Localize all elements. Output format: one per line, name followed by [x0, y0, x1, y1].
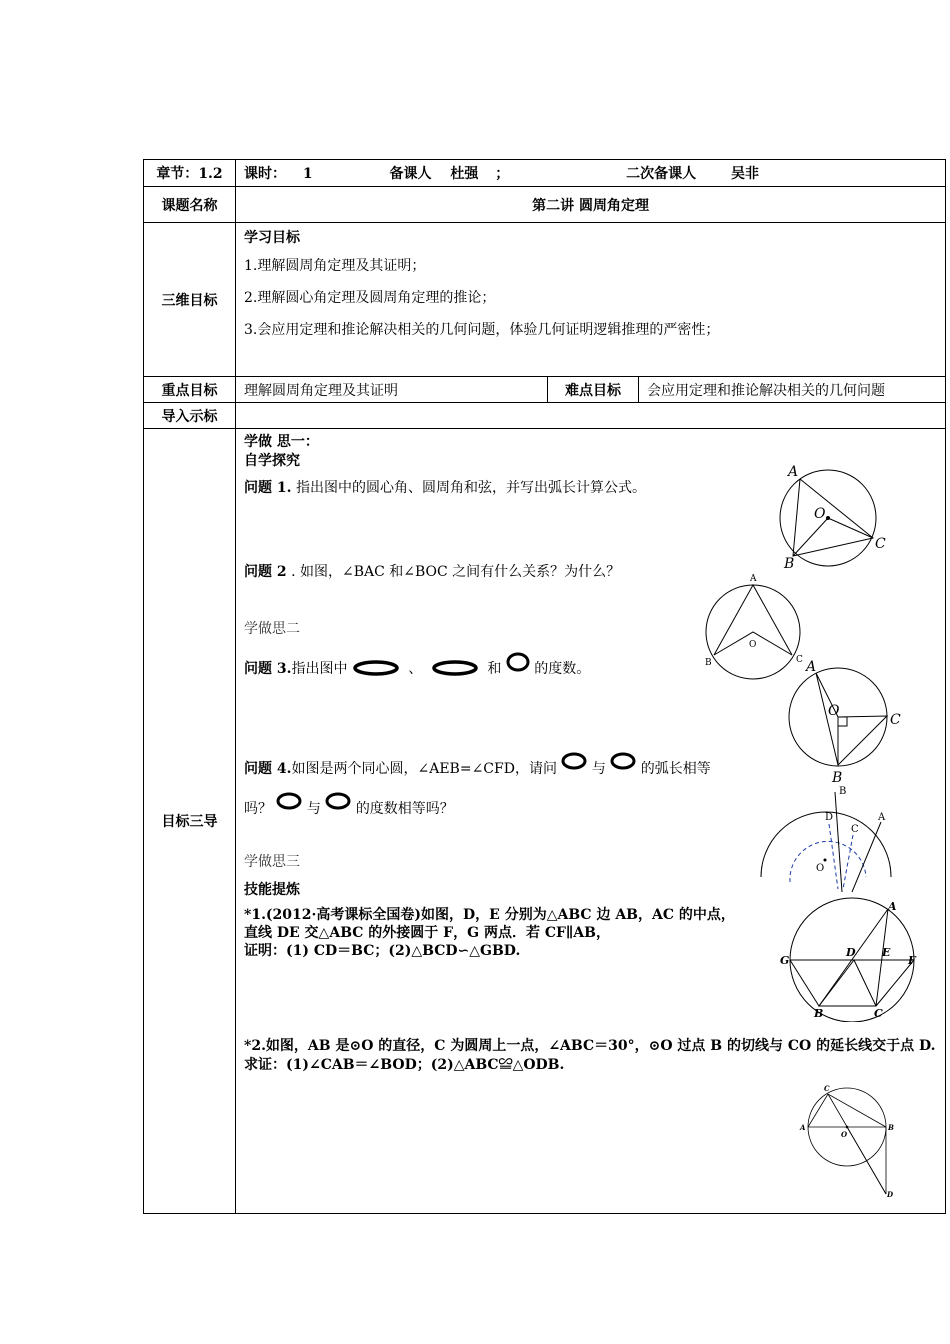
point-label: B — [832, 770, 843, 785]
point-label: F — [908, 954, 916, 967]
point-label: E — [882, 946, 891, 959]
question-4-cont — [244, 791, 454, 818]
goals-heading: 学习目标 — [244, 230, 300, 246]
key-value: 理解圆周角定理及其证明 — [236, 377, 548, 403]
q4-label: 问题 4. — [244, 761, 292, 777]
page-title: 第二讲 圆周角定理 — [236, 187, 946, 223]
semicolon: ； — [495, 166, 510, 182]
goal-item: 2.理解圆心角定理及圆周角定理的推论； — [244, 290, 496, 306]
period-label: 课时： — [244, 166, 286, 182]
second-planner-value: 吴非 — [731, 166, 759, 182]
question-4 — [244, 751, 711, 778]
point-label: C — [796, 655, 803, 665]
point-label: C — [824, 1084, 830, 1093]
q2-text: . 如图，∠BAC 和∠BOC 之间有什么关系？为什么？ — [286, 564, 621, 580]
q3-label: 问题 3. — [244, 661, 292, 677]
figure-3 — [780, 655, 910, 785]
arc-symbol-icon — [610, 751, 636, 771]
second-planner-label: 二次备课人 — [626, 166, 697, 182]
problem-2 — [244, 1037, 940, 1075]
point-label: A — [878, 812, 886, 823]
question-2 — [244, 561, 620, 581]
point-label: A — [800, 1123, 806, 1132]
q4-with-2: 与 — [306, 801, 321, 817]
arc-symbol-icon — [352, 659, 400, 677]
q4-text-d: 的度数相等吗？ — [355, 801, 454, 817]
p2-line1: *2.如图，AB 是⊙O 的直径，C 为圆周上一点，∠ABC＝30°，⊙O 过点 B 的切线与 CO 的延长线交于点 D. — [244, 1038, 936, 1054]
arc-symbol-icon — [431, 659, 479, 677]
difficult-label: 难点目标 — [548, 377, 639, 403]
intro-label: 导入示标 — [144, 403, 236, 429]
header-info-cell — [236, 160, 946, 187]
q1-text: 指出图中的圆心角、圆周角和弦，并写出弧长计算公式。 — [291, 480, 646, 496]
point-label: O — [814, 506, 826, 522]
figure-4 — [755, 782, 905, 897]
think1-heading: 学做 思一： — [244, 434, 319, 450]
point-label: B — [839, 786, 847, 797]
skills-heading: 技能提炼 — [244, 882, 300, 898]
point-label: G — [780, 954, 790, 967]
q3-sep: 、 — [408, 661, 423, 677]
point-label: A — [750, 574, 757, 584]
period-value: 1 — [302, 166, 313, 182]
self-study-heading: 自学探究 — [244, 453, 300, 469]
difficult-value: 会应用定理和推论解决相关的几何问题 — [639, 377, 946, 403]
point-label: O — [828, 703, 840, 719]
figure-6 — [795, 1080, 905, 1205]
p1-line2: 直线 DE 交△ABC 的外接圆于 F，G 两点．若 CF∥AB， — [244, 925, 611, 941]
figure-5 — [772, 892, 922, 1022]
chapter-value: 1.2 — [198, 166, 223, 182]
point-label: A — [806, 659, 817, 675]
think3-heading: 学做思三 — [244, 854, 300, 870]
arc-symbol-icon — [276, 791, 302, 811]
q3-text-a: 指出图中 — [291, 661, 348, 677]
point-label: D — [825, 812, 834, 823]
topic-label: 课题名称 — [144, 187, 236, 223]
main-label: 目标三导 — [144, 429, 236, 1214]
q1-label: 问题 1. — [244, 480, 292, 496]
point-label: D — [846, 946, 856, 959]
question-3 — [244, 651, 590, 678]
p1-line1: *1.(2012·高考课标全国卷)如图，D，E 分别为△ABC 边 AB，AC 的中点， — [244, 907, 735, 923]
point-label: A — [788, 464, 799, 480]
p1-line3: 证明：(1) CD＝BC；(2)△BCD∽△GBD. — [244, 943, 521, 959]
q4-text-c: 吗？ — [244, 801, 272, 817]
q4-text-b: 的弧长相等 — [640, 761, 711, 777]
point-label: C — [875, 536, 886, 552]
point-label: C — [890, 712, 901, 728]
point-label: A — [888, 900, 897, 913]
point-label: B — [705, 658, 712, 668]
p2-line2: 求证：(1)∠CAB＝∠BOD；(2)△ABC≌△ODB. — [244, 1057, 565, 1073]
chapter-label: 章节： — [156, 166, 199, 182]
point-label: B — [814, 1007, 824, 1020]
point-label: B — [888, 1123, 894, 1132]
goal-item: 3.会应用定理和推论解决相关的几何问题，体验几何证明逻辑推理的严密性； — [244, 322, 720, 338]
intro-value — [236, 403, 946, 429]
goals-cell — [236, 223, 946, 377]
point-label: O — [816, 863, 825, 874]
planner-label: 备课人 — [389, 166, 432, 182]
key-label: 重点目标 — [144, 377, 236, 403]
arc-symbol-icon — [325, 791, 351, 811]
point-label: B — [784, 556, 795, 572]
problem-1 — [244, 906, 744, 960]
point-label: C — [851, 824, 859, 835]
q3-text-b: 的度数。 — [534, 661, 591, 677]
q4-with: 与 — [591, 761, 606, 777]
planner-value: 杜强 — [450, 166, 479, 182]
point-label: O — [749, 640, 757, 650]
point-label: D — [887, 1190, 894, 1199]
think2-heading: 学做思二 — [244, 621, 300, 637]
figure-1 — [770, 460, 895, 575]
question-1 — [244, 477, 646, 497]
q4-text-a: 如图是两个同心圆，∠AEB=∠CFD，请问 — [291, 761, 557, 777]
arc-symbol-icon — [506, 651, 530, 673]
goal-item: 1.理解圆周角定理及其证明； — [244, 258, 426, 274]
q2-label: 问题 2 — [244, 564, 287, 580]
point-label: O — [841, 1130, 848, 1139]
point-label: C — [874, 1007, 883, 1020]
chapter-cell — [144, 160, 236, 187]
arc-symbol-icon — [561, 751, 587, 771]
q3-and: 和 — [487, 661, 502, 677]
goals-label: 三维目标 — [144, 223, 236, 377]
